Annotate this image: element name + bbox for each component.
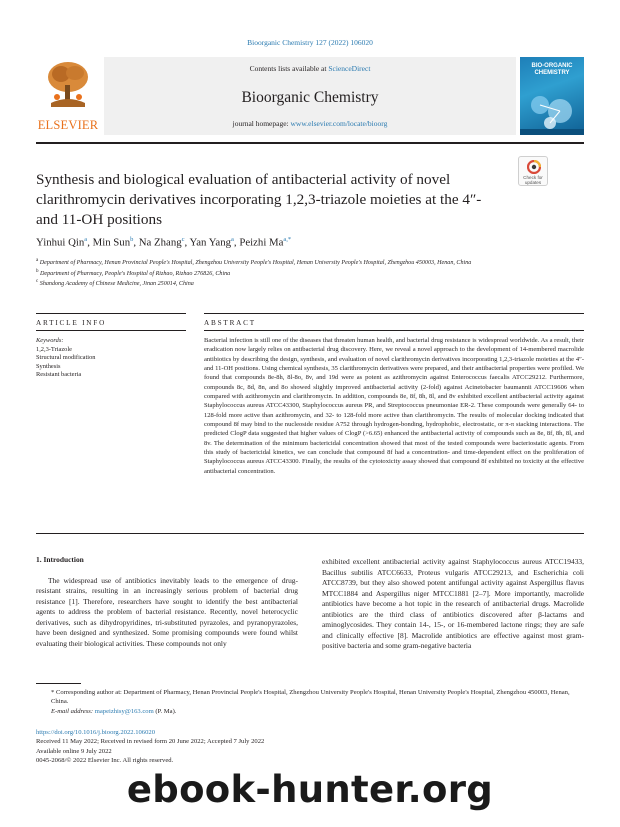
corresponding-author-text: * Corresponding author at: Department of Pharmacy, Henan Provincial People's Hospital, Zhengzhou University People's Hospital, Henan University People's Hospital, Zhengzhou 450003, Henan, China.	[51, 689, 570, 706]
body-column-left	[36, 555, 298, 649]
affiliation-marker: c	[36, 279, 39, 285]
author-affiliation-marker[interactable]: b	[130, 236, 134, 243]
journal-citation[interactable]: Bioorganic Chemistry 127 (2022) 106020	[247, 38, 373, 47]
author-list: Yinhui Qin$^a$, Min Sun$^b$, Na Zhang$^c$, Yan Yang$^a$, Peizhi $Ma^{a,*}$	[36, 236, 292, 249]
journal-masthead	[36, 57, 584, 135]
publication-info	[36, 728, 584, 766]
author-email-link[interactable]: mapeizhisy@163.com	[94, 707, 154, 715]
check-updates-label: Check for updates	[523, 175, 543, 185]
author-name[interactable]: Na Zhang	[138, 236, 182, 249]
article-title: Synthesis and biological evaluation of antibacterial activity of novel clarithromycin derivatives incorporating 1,2,3-triazole moieties at the 4″- and 11-OH positions	[36, 171, 482, 228]
affiliation-text: Shandong Academy of Chinese Medicine, Jinan 250014, China	[39, 281, 194, 288]
email-line	[36, 707, 584, 716]
introduction-heading: 1. Introduction	[36, 555, 84, 564]
journal-name: Bioorganic Chemistry	[241, 89, 379, 106]
cover-title: BIO-ORGANIC CHEMISTRY	[531, 63, 573, 76]
affiliations	[36, 257, 506, 289]
keyword: Resistant bacteria	[36, 371, 82, 378]
article-info-heading: ARTICLE INFO	[36, 319, 107, 327]
sciencedirect-link[interactable]: ScienceDirect	[328, 64, 371, 73]
affiliation-line	[36, 278, 506, 289]
received-dates: Received 11 May 2022; Received in revised form 20 June 2022; Accepted 7 July 2022	[36, 738, 265, 746]
affiliation-text: Department of Pharmacy, Henan Provincial People's Hospital, Zhengzhou University People's Hospital, Henan University People's Hospital, Zhengzhou 450003, Henan, China	[39, 260, 472, 267]
author-name[interactable]: Yan Yang	[189, 236, 232, 249]
journal-cover-image[interactable]	[520, 57, 584, 135]
footnote-rule	[36, 683, 81, 684]
abstract-text: Bacterial infection is still one of the diseases that threaten human health, and bacterial drug resistance is widespread worldwide. As a result, their eradication now largely relies on antibacterial drug discovery. Here, we reveal a novel approach to the development of 14-membered macrolide antibiotics by describing the design, synthesis, and evaluation of novel clarithromycin derivatives incorporating 1,2,3-triazole moieties at the 4″- and 11-OH positions. Using chemical synthesis, 35 clarithromycin derivatives were prepared, and their antibacterial properties were profiled. We found that compounds 8e-8h, 8l-8o, 8v, and 19d were as potent as azithromycin against Enterococcus faecalis ATCC29212. Furthermore, compounds 8c, 8d, 8n, and 8o showed slightly improved antibacterial activity (2-fold) against Acinetobacter baumannii ATCC19606 when compared with azithromycin and clarithromycin. In addition, compounds 8e, 8f, 8h, 8l, and 8v exhibited excellent antibacterial activity against Staphylococcus aureus ATCC43300, Staphylococcus aureus PR, and Streptococcus pneumoniae ER-2. These compounds were generally 64- to 128-fold more active than azithromycin, and 32- to 128-fold more active than clarithromycin. The results of molecular docking indicated that compound 8f may bind to the nucleoside residue A752 through hydrogen-bonding, hydrophobic, electrostatic, or π-π stacking interactions. The predicted ClogP data suggested that higher values of ClogP (>6.65) enhanced the antibacterial activity of compounds such as 8e, 8f, 8h, 8l, and 8v. The determination of the minimum bactericidal concentration showed that most of the tested compounds were bacteriostatic agents. From this study of bactericidal kinetics, we can conclude that compound 8f had a concentration- and time-dependent effect on the proliferation of Staphylococcus aureus ATCC43300. Finally, the results of the cytotoxicity assay showed that compound 8f exhibited no toxicity at the effective antibacterial concentration.	[204, 337, 584, 475]
abstract-divider	[36, 533, 584, 534]
author-name[interactable]: Peizhi Ma	[239, 236, 284, 249]
affiliation-line	[36, 257, 506, 268]
article-info-rule	[36, 313, 186, 314]
update-ring-icon	[527, 160, 541, 174]
journal-homepage-link[interactable]: www.elsevier.com/locate/bioorg	[290, 119, 388, 128]
cover-molecule-icon	[520, 83, 584, 135]
author-affiliation-marker[interactable]: c	[181, 236, 185, 243]
abstract-heading: ABSTRACT	[204, 319, 256, 327]
affiliation-marker: b	[36, 268, 39, 274]
abstract-subrule	[204, 330, 584, 331]
check-for-updates-button[interactable]	[518, 156, 548, 186]
author-name[interactable]: Yinhui Qin	[36, 236, 85, 249]
contents-prefix: Contents lists available at	[249, 64, 329, 73]
doi-link[interactable]: https://doi.org/10.1016/j.bioorg.2022.106020	[36, 729, 155, 736]
affiliation-marker: a	[36, 258, 39, 263]
corresponding-author-footnote	[36, 688, 584, 716]
elsevier-logo[interactable]	[36, 57, 100, 133]
author-affiliation-marker[interactable]: a	[84, 236, 88, 243]
keywords-block	[36, 337, 186, 380]
author-affiliation-marker[interactable]: a,*	[283, 236, 292, 243]
email-suffix: (P. Ma).	[153, 707, 177, 715]
contents-line	[104, 64, 516, 73]
watermark-text: ebook-hunter.org	[126, 768, 494, 811]
author-affiliation-marker[interactable]: a	[231, 236, 234, 243]
email-label: E-mail address:	[51, 707, 95, 715]
affiliation-line	[36, 268, 506, 279]
introduction-paragraph: The widespread use of antibiotics inevitably leads to the emergence of drug-resistant strains, resulting in an increasingly serious problem of bacterial drug resistance [1]. Therefore, researchers have sought to identify the best antibacterial agents to address the problem of bacterial resistance. Recently, novel heterocyclic derivatives, such as dihydropyridines, tri-substituted pyrazoles, and pyranopyrazoles, have been designed and synthesized. Some promising compounds were found whilst evaluating their biological activities. These compounds not only	[36, 575, 298, 648]
author-name[interactable]: Min Sun	[92, 236, 131, 249]
elsevier-tree-icon	[43, 59, 93, 109]
abstract-rule	[204, 313, 584, 314]
keyword: 1,2,3-Triazole	[36, 345, 72, 353]
keyword: Synthesis	[36, 362, 61, 370]
keyword: Structural modification	[36, 354, 96, 361]
publisher-name: ELSEVIER	[37, 118, 99, 132]
available-date: Available online 9 July 2022	[36, 747, 112, 755]
header-divider	[36, 142, 584, 144]
introduction-paragraph-continued: exhibited excellent antibacterial activity against Staphylococcus aureus ATCC19433, Bacillus subtilis ATCC6633, Proteus vulgaris ATCC29213, and Escherichia coli ATCC8739, but they also showed potent antifungal activity against Aspergillus flavus MTCC1884 and Aspergillus niger MTCC1881 [2–7]. More importantly, macrolide antibiotics have become a hot topic in the research of antibacterial drugs. Macrolide antibiotics are the third class of antibiotics discovered after β-lactams and aminoglycosides. They contain 14-, 15-, or 16-membered lactone rings; they are safe and clinically effective [8]. Macrolide antibiotics are effective against most gram-positive bacteria and some gram-negative bacteria	[322, 557, 584, 650]
homepage-prefix: journal homepage:	[232, 119, 291, 128]
keywords-label: Keywords:	[36, 337, 64, 344]
affiliation-text: Department of Pharmacy, People's Hospital of Rizhao, Rizhao 276826, China	[40, 270, 231, 277]
journal-header-box	[104, 57, 516, 135]
article-info-subrule	[36, 330, 186, 331]
homepage-line	[104, 119, 516, 128]
body-column-right	[322, 557, 584, 652]
copyright: 0045-2068/© 2022 Elsevier Inc. All rights reserved.	[36, 757, 174, 765]
